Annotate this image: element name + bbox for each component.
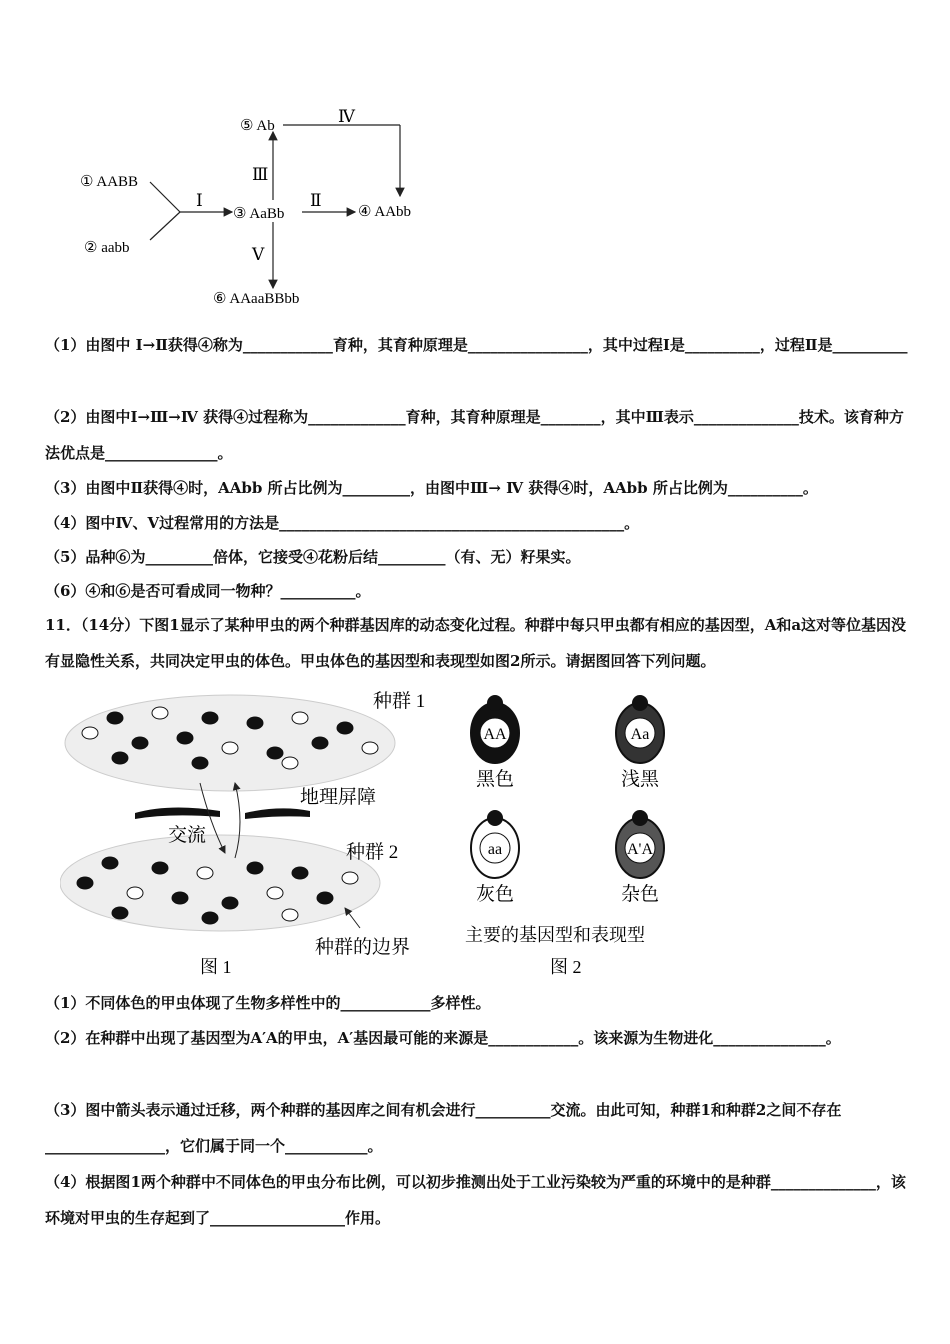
beetle-icon <box>342 872 358 884</box>
q10-part-6: （6）④和⑥是否可看成同一物种？__________。 <box>45 582 371 600</box>
population-2-label: 种群 2 <box>346 842 399 863</box>
genotype-label: aa <box>487 841 503 858</box>
process-1: Ⅰ <box>196 191 203 210</box>
figure-1-caption: 图 1 <box>200 957 232 977</box>
q11-part-1: （1）不同体色的甲虫体现了生物多样性中的____________多样性。 <box>45 994 491 1012</box>
beetle-灰色 <box>471 810 519 905</box>
beetle-icon <box>107 712 123 724</box>
beetle-浅黑 <box>616 695 664 790</box>
beetle-icon <box>337 722 353 734</box>
q10-part-5: （5）品种⑥为_________倍体，它接受④花粉后结_________（有、无）籽果实。 <box>45 548 581 566</box>
population-1-label: 种群 1 <box>373 691 426 712</box>
genotype-label: Aa <box>630 726 650 743</box>
beetle-icon <box>202 712 218 724</box>
q11-intro: 11．（14分）下图1显示了某种甲虫的两个种群基因库的动态变化过程。种群中每只甲虫都有相应的基因型，A和a这对等位基因没有显隐性关系，共同决定甲虫的体色。甲虫体色的基因型和表现型如图2所示。请据图回答下列问题。 <box>45 616 907 670</box>
genotype-label: A'A <box>627 841 653 858</box>
beetle-黑色 <box>471 695 519 790</box>
beetle-icon <box>292 712 308 724</box>
beetle-icon <box>197 867 213 879</box>
beetle-icon <box>152 707 168 719</box>
q11-part-2: （2）在种群中出现了基因型为A′A的甲虫，A′基因最可能的来源是____________。该来源为生物进化_______________。 <box>45 1029 841 1047</box>
q11-part-4: （4）根据图1两个种群中不同体色的甲虫分布比例，可以初步推测出处于工业污染较为严重的环境中的是种群______________，该环境对甲虫的生存起到了__________________作用。 <box>45 1173 906 1227</box>
node-3: ③ AaBb <box>233 206 285 222</box>
beetle-icon <box>127 887 143 899</box>
beetle-icon <box>267 747 283 759</box>
q10-part-2: （2）由图中Ⅰ→Ⅲ→Ⅳ 获得④过程称为_____________育种，其育种原理是________，其中Ⅲ表示______________技术。该育种方法优点是_______________。 <box>45 408 904 462</box>
beetle-icon <box>82 727 98 739</box>
beetle-icon <box>152 862 168 874</box>
phenotype-label: 灰色 <box>475 884 515 905</box>
process-3: Ⅲ <box>252 165 269 184</box>
q10-part-4: （4）图中Ⅳ、Ⅴ过程常用的方法是______________________________________________。 <box>45 514 640 532</box>
beetle-icon <box>202 912 218 924</box>
beetle-icon <box>192 757 208 769</box>
beetle-icon <box>222 742 238 754</box>
beetle-icon <box>317 892 333 904</box>
beetle-icon <box>247 717 263 729</box>
beetle-icon <box>77 877 93 889</box>
beetle-杂色 <box>616 810 664 905</box>
genotype-label: AA <box>483 726 507 743</box>
q10-part-1: （1）由图中 Ⅰ→Ⅱ获得④称为____________育种，其育种原理是________________，其中过程Ⅰ是__________，过程Ⅱ是__________ <box>45 336 908 354</box>
beetle-icon <box>362 742 378 754</box>
node-2: ② aabb <box>84 240 130 256</box>
beetle-icon <box>282 757 298 769</box>
node-1: ① AABB <box>80 174 139 190</box>
q11-part-3: （3）图中箭头表示通过迁移，两个种群的基因库之间有机会进行__________交流。由此可知，种群1和种群2之间不存在________________，它们属于同一个___________。 <box>45 1101 842 1155</box>
beetle-icon <box>177 732 193 744</box>
beetle-icon <box>282 909 298 921</box>
figure-1-populations <box>60 683 450 983</box>
process-4: Ⅳ <box>338 107 355 126</box>
figure-2-subtitle: 主要的基因型和表现型 <box>465 925 645 945</box>
figure-2-caption: 图 2 <box>550 957 582 977</box>
beetle-icon <box>112 907 128 919</box>
beetle-icon <box>267 887 283 899</box>
beetle-icon <box>247 862 263 874</box>
beetle-icon <box>102 857 118 869</box>
boundary-label: 种群的边界 <box>315 937 411 958</box>
beetle-icon <box>172 892 188 904</box>
process-2: Ⅱ <box>310 191 322 210</box>
figure-2-beetles <box>455 683 705 983</box>
beetle-icon <box>222 897 238 909</box>
phenotype-label: 黑色 <box>475 769 515 790</box>
beetle-icon <box>112 752 128 764</box>
phenotype-label: 杂色 <box>620 884 660 905</box>
phenotype-label: 浅黑 <box>620 769 660 790</box>
beetle-icon <box>312 737 328 749</box>
q10-part-3: （3）由图中Ⅱ获得④时，AAbb 所占比例为_________，由图中Ⅲ→ Ⅳ 获得④时，AAbb 所占比例为__________。 <box>45 479 818 497</box>
process-5: Ⅴ <box>252 245 265 264</box>
node-5: ⑤ Ab <box>240 118 275 134</box>
exchange-label: 交流 <box>168 825 207 846</box>
node-6: ⑥ AAaaBBbb <box>213 291 300 307</box>
barrier-label: 地理屏障 <box>300 787 377 808</box>
beetle-icon <box>292 867 308 879</box>
node-4: ④ AAbb <box>358 204 412 220</box>
breeding-diagram <box>70 100 450 315</box>
beetle-icon <box>132 737 148 749</box>
